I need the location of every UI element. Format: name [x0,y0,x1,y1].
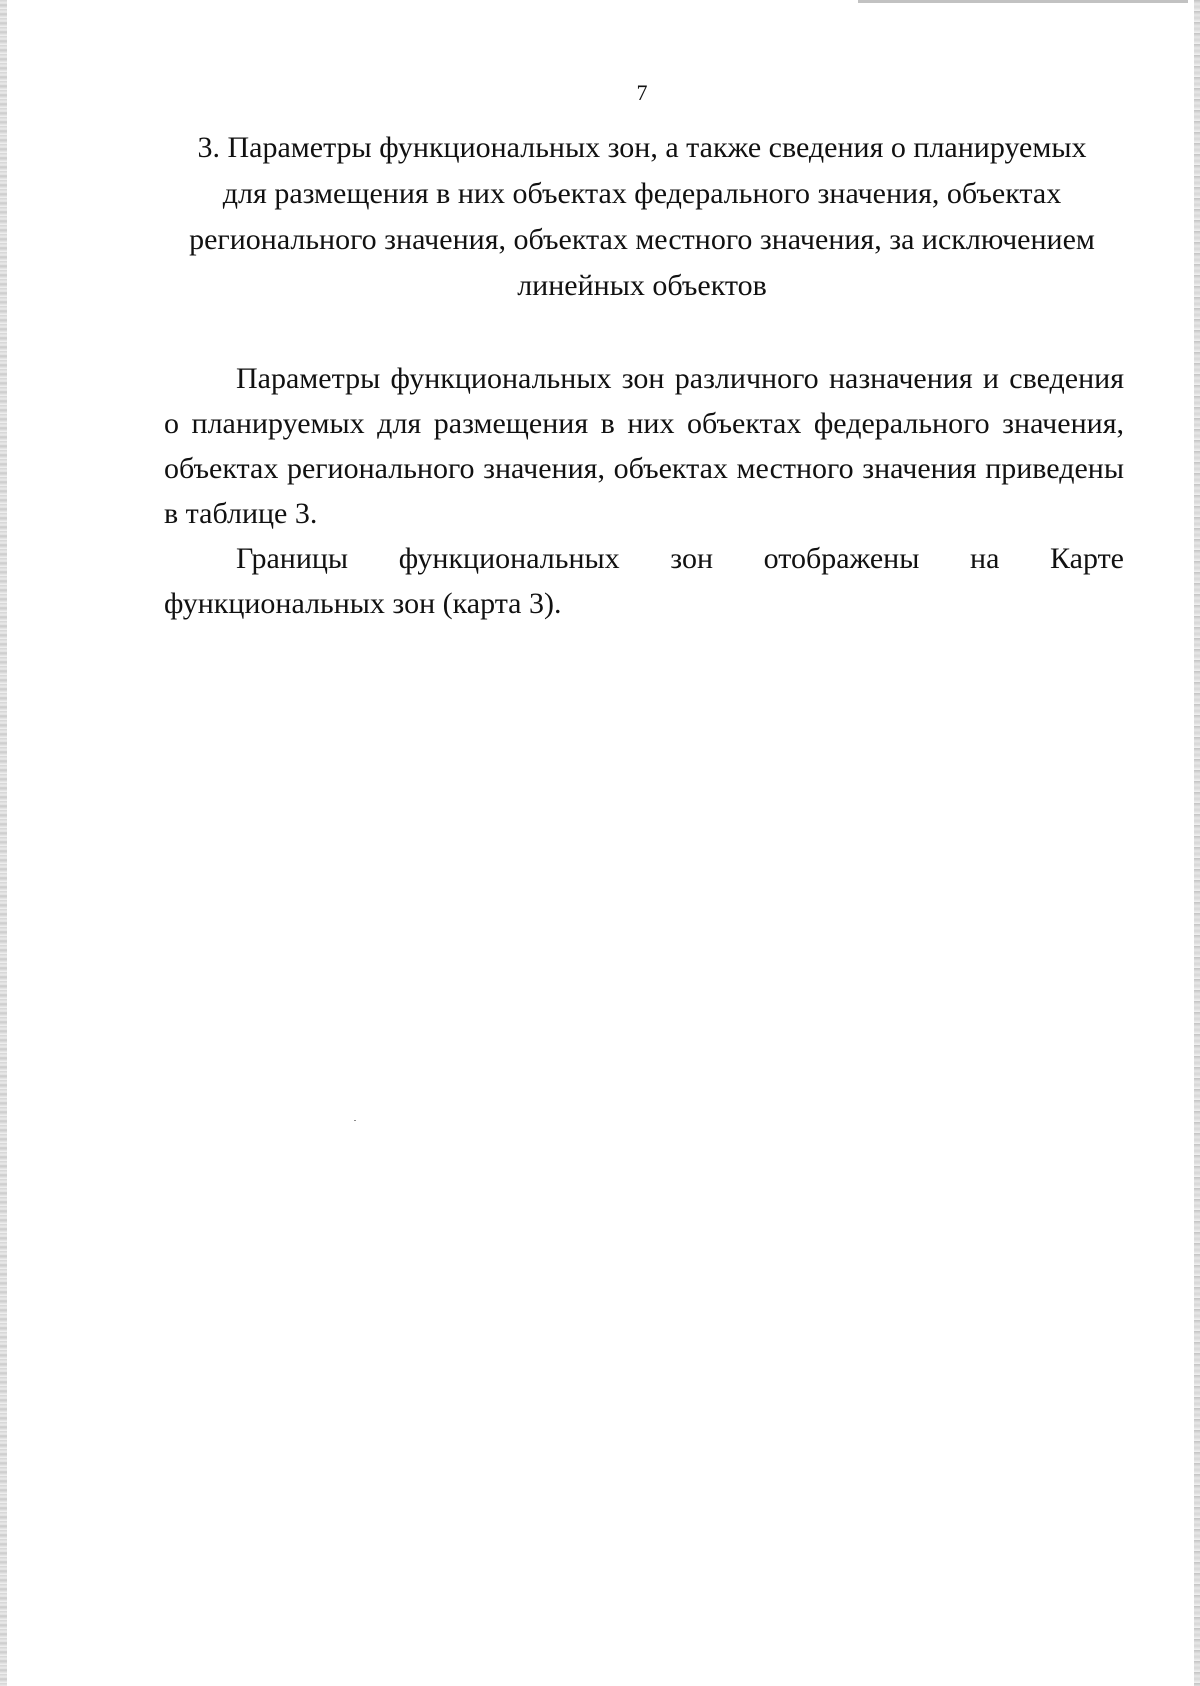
heading-line: регионального значения, объектах местного значения, за исключением [189,223,1095,256]
scan-edge-left [0,0,7,1686]
body-text [164,356,1124,626]
scan-top-edge [858,0,1188,3]
scan-speck [354,1120,356,1121]
scan-edge-right [1194,0,1200,1686]
paragraph-boundaries: Границы функциональных зон отображены на Карте функциональных зон (карта 3). [164,542,1124,620]
section-heading [180,125,1104,309]
heading-line: линейных объектов [517,269,767,302]
page-number: 7 [636,80,648,105]
paragraph-parameters: Параметры функциональных зон различного назначения и сведения о планируемых для размещения в них объектах федерального значения, объектах регионального значения, объектах местного значения приведены в таблице 3. [164,362,1124,530]
heading-line: 3. Параметры функциональных зон, а также сведения о планируемых [197,131,1087,164]
heading-line: для размещения в них объектах федерального значения, объектах [222,177,1062,210]
